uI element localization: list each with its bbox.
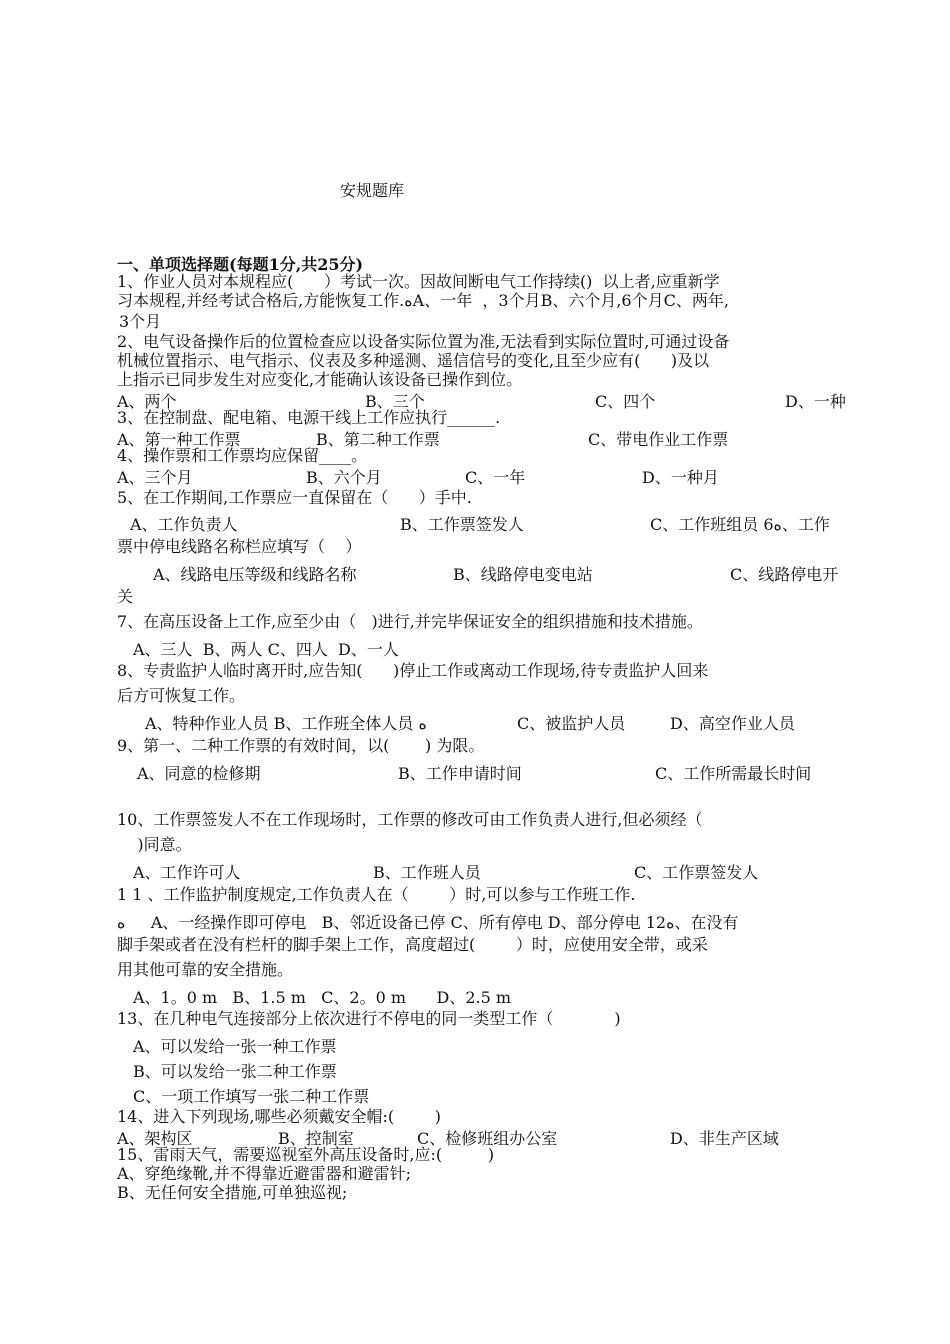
q1-line2: 习本规程,并经考试合格后,方能恢复工作.ﻩA、一年 ，3个月B、六个月,6个月C、两年, bbox=[117, 291, 729, 310]
q1-line1: 1、作业人员对本规程应( ）考试一次。因故间断电气工作持续() 以上者,应重新学 bbox=[117, 272, 720, 291]
q6-line: 票中停电线路名称栏应填写（ ） bbox=[117, 537, 362, 556]
q13-option-c: C、一项工作填写一张二种工作票 bbox=[133, 1087, 370, 1106]
q8-line1: 8、专责监护人临时离开时,应告知( )停止工作或离动工作现场,待专责监护人回来 bbox=[117, 661, 709, 680]
q1-line3: 3个月 bbox=[119, 312, 162, 331]
q6-line2: 关 bbox=[117, 587, 134, 606]
q3-option-b: B、第二种工作票 bbox=[316, 430, 440, 449]
q8-option-d: D、高空作业人员 bbox=[670, 714, 795, 733]
q2-option-b: B、三个 bbox=[365, 392, 425, 411]
q3-option-a: A、第一种工作票 bbox=[117, 430, 241, 449]
section-heading: 一、单项选择题(每题1分,共25分) bbox=[117, 255, 364, 274]
q12-line1: 脚手架或者在没有栏杆的脚手架上工作，高度超过( ）时，应使用安全带，或采 bbox=[117, 935, 708, 954]
q6-option-a: A、线路电压等级和线路名称 bbox=[153, 565, 357, 584]
q10-line2: )同意。 bbox=[117, 835, 192, 854]
page-title: 安规题库 bbox=[340, 181, 405, 200]
q2-line3: 上指示已同步发生对应变化,才能确认该设备已操作到位。 bbox=[117, 370, 523, 389]
q8-option-c: C、被监护人员 bbox=[517, 714, 626, 733]
q5-option-c: C、工作班组员 6ﻩ、工作 bbox=[650, 515, 830, 534]
q2-line1: 2、电气设备操作后的位置检查应以设备实际位置为准,无法看到实际位置时,可通过设备 bbox=[117, 332, 730, 351]
q3-option-c: C、带电作业工作票 bbox=[588, 430, 729, 449]
q2-line2: 机械位置指示、电气指示、仪表及多种遥测、遥信信号的变化,且至少应有( )及以 bbox=[117, 351, 710, 370]
q13-option-b: B、可以发给一张二种工作票 bbox=[133, 1062, 337, 1081]
q9-option-a: A、同意的检修期 bbox=[137, 764, 261, 783]
q9-option-c: C、工作所需最长时间 bbox=[655, 764, 812, 783]
q6-option-b: B、线路停电变电站 bbox=[453, 565, 593, 584]
q2-option-c: C、四个 bbox=[595, 392, 656, 411]
q14-option-a: A、架构区 bbox=[117, 1129, 193, 1148]
q4-option-d: D、一种月 bbox=[642, 468, 719, 487]
q7-line: 7、在高压设备上工作,应至少由（ )进行,并完毕保证安全的组织措施和技术措施。 bbox=[117, 612, 703, 631]
q7-options: A、三人 B、两人 C、四人 D、一人 bbox=[133, 640, 399, 659]
q14-line: 14、进入下列现场,哪些必须戴安全帽:( ) bbox=[117, 1107, 442, 1126]
q15-option-b: B、无任何安全措施,可单独巡视; bbox=[117, 1183, 348, 1202]
q15-line: 15、雷雨天气，需要巡视室外高压设备时,应:( ) bbox=[117, 1145, 495, 1164]
q4-line: 4、操作票和工作票均应保留____。 bbox=[117, 446, 368, 465]
q10-option-a: A、工作许可人 bbox=[133, 863, 241, 882]
q15-option-a: A、穿绝缘靴,并不得靠近避雷器和避雷针; bbox=[117, 1164, 412, 1183]
q14-option-c: C、检修班组办公室 bbox=[417, 1129, 558, 1148]
q10-option-c: C、工作票签发人 bbox=[634, 863, 759, 882]
q12-options: A、1。0 m B、1.5 m C、2。0 m D、2.5 m bbox=[133, 988, 512, 1007]
q3-line: 3、在控制盘、配电箱、电源干线上工作应执行______. bbox=[117, 408, 501, 427]
q4-option-a: A、三个月 bbox=[117, 468, 193, 487]
q13-option-a: A、可以发给一张一种工作票 bbox=[133, 1037, 337, 1056]
q6-option-c: C、线路停电开 bbox=[730, 565, 839, 584]
q14-option-d: D、非生产区域 bbox=[670, 1129, 779, 1148]
q2-option-d: D、一种 bbox=[785, 392, 846, 411]
q5-line: 5、在工作期间,工作票应一直保留在（ ）手中. bbox=[117, 488, 472, 507]
q9-line: 9、第一、二种工作票的有效时间，以( ) 为限。 bbox=[117, 736, 485, 755]
q10-option-b: B、工作班人员 bbox=[373, 863, 481, 882]
q4-option-b: B、六个月 bbox=[306, 468, 382, 487]
q8-option-ab: A、特种作业人员 B、工作班全体人员 ﻩ bbox=[145, 714, 427, 733]
q11-line: 1 1 、工作监护制度规定,工作负责人在（ ）时,可以参与工作班工作. bbox=[117, 885, 636, 904]
q12-line2: 用其他可靠的安全措施。 bbox=[117, 960, 294, 979]
q2-option-a: A、两个 bbox=[117, 392, 177, 411]
q8-line2: 后方可恢复工作。 bbox=[117, 686, 246, 705]
q5-option-b: B、工作票签发人 bbox=[400, 515, 524, 534]
q9-option-b: B、工作申请时间 bbox=[398, 764, 522, 783]
q4-option-c: C、一年 bbox=[465, 468, 526, 487]
q14-option-b: B、控制室 bbox=[278, 1129, 354, 1148]
q5-option-a: A、工作负责人 bbox=[130, 515, 238, 534]
q13-line: 13、在几种电气连接部分上依次进行不停电的同一类型工作（ ) bbox=[117, 1009, 621, 1028]
q11-options: ﻩ A、一经操作即可停电 B、邻近设备已停 C、所有停电 D、部分停电 12ﻩ、在没有 bbox=[117, 913, 739, 932]
q10-line1: 10、工作票签发人不在工作现场时，工作票的修改可由工作负责人进行,但必须经（ bbox=[117, 810, 703, 829]
